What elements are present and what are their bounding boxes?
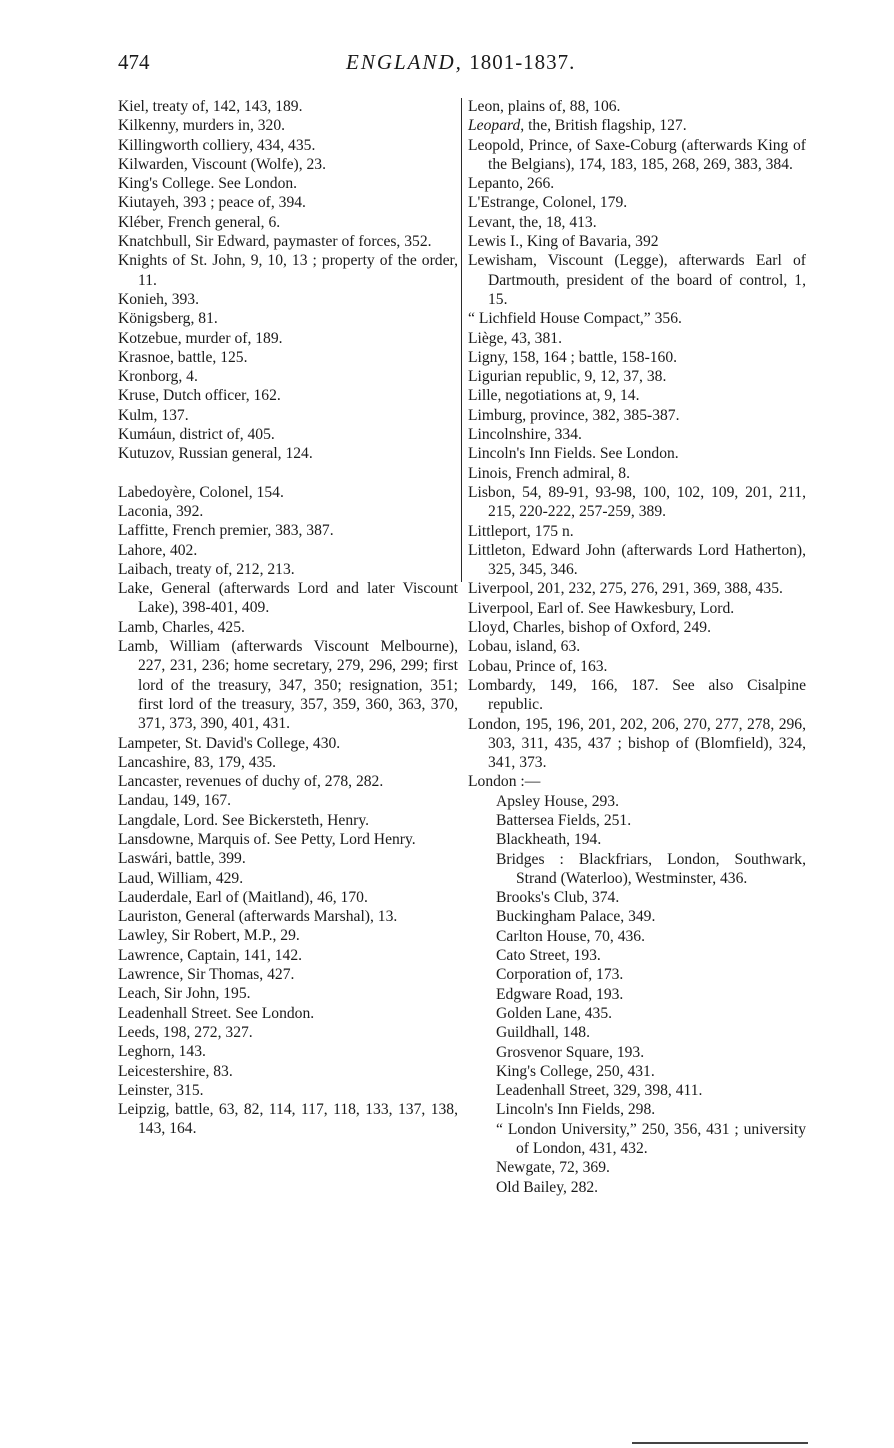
index-entry-text: Lobau, Prince of, 163. [468, 657, 608, 675]
running-title [346, 50, 575, 75]
index-entry-text: Brooks's Club, 374. [496, 889, 620, 907]
index-column-right [468, 97, 806, 1197]
index-entry-text: Leghorn, 143. [118, 1043, 206, 1061]
index-entry [118, 174, 458, 193]
index-entry [118, 521, 458, 540]
index-entry [468, 715, 806, 773]
index-entry [118, 1042, 458, 1061]
index-entry [468, 174, 806, 193]
index-entry-text: Kulm, 137. [118, 406, 189, 424]
index-entry-text: Landau, 149, 167. [118, 792, 232, 810]
index-entry-text: Laswári, battle, 399. [118, 850, 246, 868]
index-entry-text: Lake, General (afterwards Lord and later Viscount Lake), 398-401, 409. [118, 580, 458, 617]
index-entry [468, 618, 806, 637]
letter-group-gap [118, 464, 458, 483]
index-entry-text: London :— [468, 773, 541, 791]
index-entry-text: Lisbon, 54, 89-91, 93-98, 100, 102, 109, 201, 211, 215, 220-222, 257-259, 389. [468, 483, 806, 521]
index-entry-text: Linois, French admiral, 8. [468, 464, 630, 482]
index-entry-text: Lincoln's Inn Fields, 298. [496, 1101, 656, 1119]
index-entry-text: Old Bailey, 282. [496, 1178, 599, 1196]
index-entry-text: Laibach, treaty of, 212, 213. [118, 560, 295, 578]
index-entry [468, 599, 806, 618]
index-entry-text: Lobau, island, 63. [468, 638, 581, 656]
index-entry [468, 676, 806, 715]
index-entry-text: Leipzig, battle, 63, 82, 114, 117, 118, 133, 137, 138, 143, 164. [118, 1101, 458, 1138]
index-subentry [468, 811, 806, 830]
index-entry [468, 116, 806, 135]
index-entry-text: King's College. See London. [118, 175, 298, 193]
index-entry [468, 348, 806, 367]
index-entry [118, 579, 458, 618]
index-entry-text: Kutuzov, Russian general, 124. [118, 445, 313, 463]
index-entry-text: Battersea Fields, 251. [496, 811, 632, 829]
page-number: 474 [118, 50, 150, 74]
index-entry [118, 1100, 458, 1139]
index-entry [118, 367, 458, 386]
index-entry [468, 772, 806, 791]
index-entry [118, 734, 458, 753]
index-subentry [468, 927, 806, 946]
index-entry [118, 155, 458, 174]
index-entry [118, 849, 458, 868]
index-entry-text: Kotzebue, murder of, 189. [118, 329, 283, 347]
index-entry [468, 464, 806, 483]
index-entry-text: Littleton, Edward John (afterwards Lord Hatherton), 325, 345, 346. [468, 541, 806, 579]
index-entry [118, 444, 458, 463]
index-entry [118, 232, 458, 251]
index-entry [118, 1004, 458, 1023]
index-entry [118, 1023, 458, 1042]
index-entry-text: Cato Street, 193. [496, 947, 601, 965]
index-entry-text: Bridges : Blackfriars, London, Southwark, Strand (Waterloo), Westminster, 436. [496, 850, 806, 887]
index-entry [118, 97, 458, 116]
index-entry [118, 251, 458, 290]
index-column-left [118, 97, 458, 1139]
index-entry-text: , the, British flagship, 127. [520, 117, 687, 135]
index-entry-text: Kronborg, 4. [118, 368, 198, 386]
index-entry [118, 406, 458, 425]
index-entry [468, 136, 806, 175]
index-entry-text: Grosvenor Square, 193. [496, 1043, 645, 1061]
index-entry-text: Lincoln's Inn Fields. See London. [468, 445, 679, 463]
index-entry-text: Liverpool, 201, 232, 275, 276, 291, 369, 388, 435. [468, 580, 783, 598]
index-entry [468, 483, 806, 522]
index-entry-text: Kilwarden, Viscount (Wolfe), 23. [118, 155, 326, 173]
index-entry-italic-lead: Leopard [468, 117, 521, 135]
index-entry-text: Leeds, 198, 272, 327. [118, 1023, 253, 1041]
index-entry [118, 946, 458, 965]
index-entry [468, 386, 806, 405]
index-entry [118, 869, 458, 888]
index-subentry [468, 1043, 806, 1062]
index-entry [118, 541, 458, 560]
index-entry [468, 406, 806, 425]
index-entry-text: Liège, 43, 381. [468, 329, 562, 347]
index-entry [118, 348, 458, 367]
index-entry [118, 309, 458, 328]
index-entry-text: Knights of St. John, 9, 10, 13 ; property of the order, 11. [118, 252, 458, 289]
index-entry-text: Lawley, Sir Robert, M.P., 29. [118, 927, 300, 945]
index-entry-text: Kumáun, district of, 405. [118, 426, 275, 444]
index-entry-text: Lamb, William (afterwards Viscount Melbourne), 227, 231, 236; home secretary, 279, 296, 299; first lord of the treasury, 347, 350; resignation, 351; first lord of the treasury, 357, 359, 360, 363, 370, 371, 373, 390, 401, 431. [118, 638, 458, 733]
index-entry-text: Knatchbull, Sir Edward, paymaster of forces, 352. [118, 233, 432, 251]
page-header [118, 50, 808, 80]
index-entry-text: Lancashire, 83, 179, 435. [118, 753, 277, 771]
index-entry [118, 193, 458, 212]
index-subentry [468, 965, 806, 984]
index-subentry [468, 1023, 806, 1042]
index-entry-text: Lombardy, 149, 166, 187. See also Cisalpine republic. [468, 676, 806, 714]
index-subentry [468, 1062, 806, 1081]
index-entry [118, 811, 458, 830]
index-entry-text: Konieh, 393. [118, 290, 199, 308]
index-entry-text: Lille, negotiations at, 9, 14. [468, 387, 640, 405]
index-entry [468, 444, 806, 463]
index-entry [468, 309, 806, 328]
index-entry [468, 213, 806, 232]
index-entry-text: Lawrence, Sir Thomas, 427. [118, 966, 295, 984]
index-entry-text: Killingworth colliery, 434, 435. [118, 136, 316, 154]
index-subentry [468, 985, 806, 1004]
column-divider [461, 98, 462, 582]
index-entry-text: Laffitte, French premier, 383, 387. [118, 522, 334, 540]
index-entry-text: Leadenhall Street. See London. [118, 1004, 315, 1022]
index-entry [468, 637, 806, 656]
index-entry [468, 579, 806, 598]
index-subentry [468, 1100, 806, 1119]
index-entry [118, 907, 458, 926]
index-entry [468, 522, 806, 541]
index-subentry [468, 907, 806, 926]
index-entry-text: “ Lichfield House Compact,” 356. [468, 310, 682, 328]
running-title-country: ENGLAND, [346, 50, 463, 74]
index-entry [118, 984, 458, 1003]
index-entry [118, 213, 458, 232]
index-entry [118, 483, 458, 502]
index-entry-text: Liverpool, Earl of. See Hawkesbury, Lord. [468, 599, 735, 617]
index-entry-text: Kilkenny, murders in, 320. [118, 117, 286, 135]
index-entry-text: Golden Lane, 435. [496, 1004, 613, 1022]
index-entry-text: Lewisham, Viscount (Legge), afterwards Earl of Dartmouth, president of the board of control, 1, 15. [468, 252, 806, 308]
index-entry-text: Ligny, 158, 164 ; battle, 158-160. [468, 348, 678, 366]
index-entry-text: Guildhall, 148. [496, 1024, 590, 1042]
index-entry-text: Lloyd, Charles, bishop of Oxford, 249. [468, 619, 711, 637]
index-entry [118, 965, 458, 984]
index-subentry [468, 1120, 806, 1159]
index-subentry [468, 792, 806, 811]
index-entry-text: Leicestershire, 83. [118, 1062, 233, 1080]
index-entry-text: Littleport, 175 n. [468, 522, 574, 540]
index-subentry [468, 1158, 806, 1177]
index-entry [118, 637, 458, 733]
index-entry [118, 753, 458, 772]
index-entry-text: Carlton House, 70, 436. [496, 927, 645, 945]
index-entry-text: Lauriston, General (afterwards Marshal), 13. [118, 908, 398, 926]
index-entry-text: Labedoyère, Colonel, 154. [118, 483, 284, 501]
index-entry [468, 329, 806, 348]
index-subentry [468, 850, 806, 889]
index-entry [118, 290, 458, 309]
index-entry [118, 560, 458, 579]
index-entry [468, 97, 806, 116]
index-entry-text: Leach, Sir John, 195. [118, 985, 251, 1003]
running-title-years: 1801-1837. [462, 50, 576, 74]
index-entry [468, 657, 806, 676]
index-entry-text: Leinster, 315. [118, 1081, 204, 1099]
index-entry-text: Apsley House, 293. [496, 792, 620, 810]
index-entry-text: Lincolnshire, 334. [468, 426, 582, 444]
index-entry [468, 367, 806, 386]
index-entry-text: Lansdowne, Marquis of. See Petty, Lord Henry. [118, 830, 416, 848]
index-entry-text: Edgware Road, 193. [496, 985, 624, 1003]
index-entry-text: Leopold, Prince, of Saxe-Coburg (afterwards King of the Belgians), 174, 183, 185, 268, 269, 383, 384. [468, 136, 806, 173]
index-entry-text: Newgate, 72, 369. [496, 1159, 610, 1177]
index-subentry [468, 1178, 806, 1197]
index-entry-text: Kruse, Dutch officer, 162. [118, 387, 281, 405]
index-entry-text: Lancaster, revenues of duchy of, 278, 282. [118, 773, 384, 791]
index-entry [118, 772, 458, 791]
index-entry-text: Langdale, Lord. See Bickersteth, Henry. [118, 811, 369, 829]
index-entry [118, 830, 458, 849]
index-subentry [468, 946, 806, 965]
index-entry [468, 425, 806, 444]
index-entry-text: Blackheath, 194. [496, 831, 602, 849]
footer-rule [632, 1442, 808, 1444]
index-entry-text: Königsberg, 81. [118, 310, 218, 328]
index-entry [118, 329, 458, 348]
index-entry [118, 1062, 458, 1081]
index-entry [468, 541, 806, 580]
index-entry [118, 888, 458, 907]
index-entry [118, 502, 458, 521]
index-subentry [468, 888, 806, 907]
index-entry [118, 926, 458, 945]
index-entry-text: Kiel, treaty of, 142, 143, 189. [118, 98, 303, 115]
index-entry [468, 232, 806, 251]
index-entry [118, 386, 458, 405]
index-entry-text: Kiutayeh, 393 ; peace of, 394. [118, 194, 306, 212]
index-entry [468, 251, 806, 309]
index-entry-text: Kléber, French general, 6. [118, 213, 281, 231]
index-entry [118, 1081, 458, 1100]
index-entry-text: Laconia, 392. [118, 502, 204, 520]
index-entry-text: Lahore, 402. [118, 541, 198, 559]
index-entry [118, 618, 458, 637]
index-entry-text: Limburg, province, 382, 385-387. [468, 406, 680, 424]
index-entry-text: Lauderdale, Earl of (Maitland), 46, 170. [118, 888, 368, 906]
index-entry-text: Lepanto, 266. [468, 175, 555, 193]
index-entry-text: L'Estrange, Colonel, 179. [468, 194, 628, 212]
index-subentry [468, 1081, 806, 1100]
index-entry-text: “ London University,” 250, 356, 431 ; university of London, 431, 432. [496, 1120, 806, 1158]
index-entry-text: Buckingham Palace, 349. [496, 908, 656, 926]
index-entry-text: Lawrence, Captain, 141, 142. [118, 946, 303, 964]
index-entry-text: Lewis I., King of Bavaria, 392 [468, 233, 659, 251]
index-entry-text: Ligurian republic, 9, 12, 37, 38. [468, 368, 667, 386]
index-entry-text: Levant, the, 18, 413. [468, 213, 597, 231]
index-entry [118, 791, 458, 810]
index-entry-text: London, 195, 196, 201, 202, 206, 270, 277, 278, 296, 303, 311, 435, 437 ; bishop of (Blomfield), 324, 341, 373. [468, 715, 806, 772]
index-entry [118, 116, 458, 135]
index-entry-text: Krasnoe, battle, 125. [118, 348, 248, 366]
index-entry-text: Laud, William, 429. [118, 869, 244, 887]
index-entry [468, 193, 806, 212]
index-entry [118, 136, 458, 155]
index-entry [118, 425, 458, 444]
index-entry-text: Leon, plains of, 88, 106. [468, 98, 621, 115]
index-entry-text: Leadenhall Street, 329, 398, 411. [496, 1082, 703, 1100]
index-subentry [468, 830, 806, 849]
index-subentry [468, 1004, 806, 1023]
index-entry-text: Lamb, Charles, 425. [118, 618, 245, 636]
index-entry-text: Lampeter, St. David's College, 430. [118, 734, 341, 752]
index-entry-text: King's College, 250, 431. [496, 1062, 655, 1080]
index-entry-text: Corporation of, 173. [496, 966, 624, 984]
